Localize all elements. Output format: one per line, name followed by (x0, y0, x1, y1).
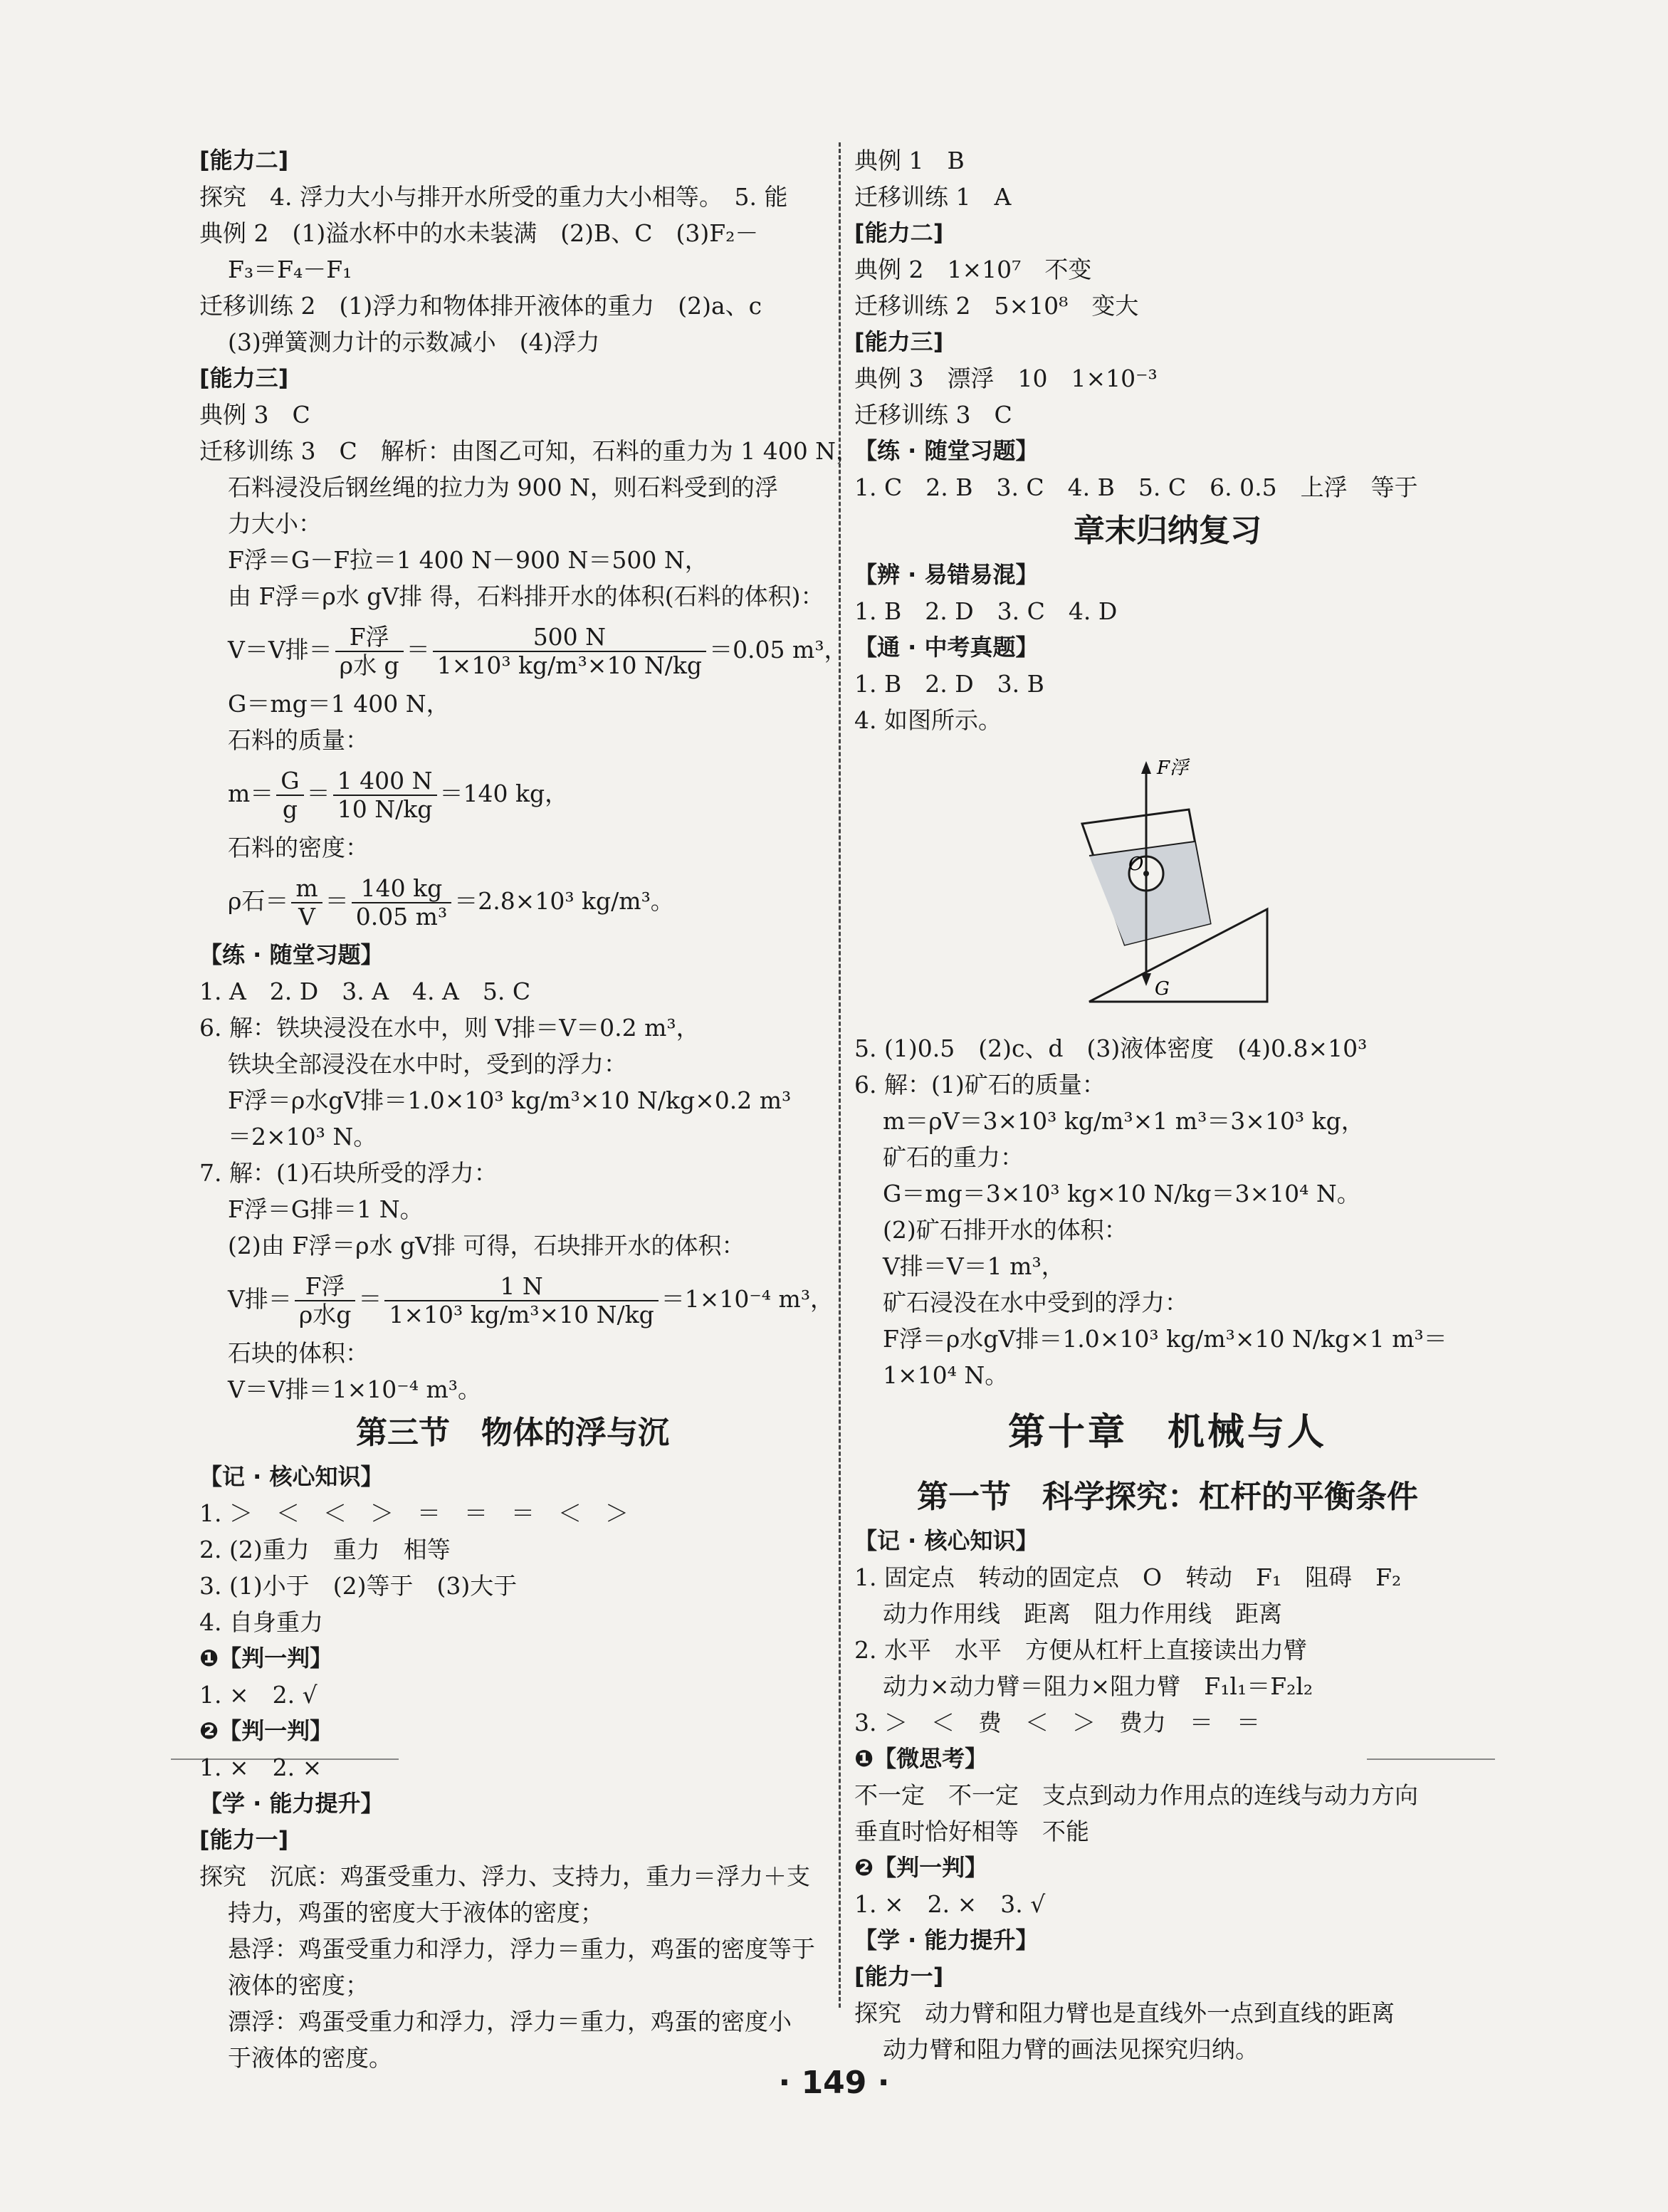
text-line: 铁块全部浸没在水中时，受到的浮力： (228, 1050, 627, 1078)
section-label: [能力三] (854, 328, 944, 355)
formula-line: 1×10⁴ N。 (883, 1361, 1009, 1389)
section-title: 第三节 物体的浮与沉 (356, 1415, 669, 1451)
text-line: 矿石浸没在水中受到的浮力： (883, 1289, 1188, 1316)
buoyancy-arrowhead (1141, 761, 1151, 774)
numerator: 1 N (384, 1273, 658, 1301)
mass-formula (199, 758, 826, 829)
fraction (335, 624, 404, 679)
section-heading: ❷【判一判】 (854, 1854, 988, 1881)
formula-part: ρ石＝ (228, 887, 289, 915)
left-column (199, 142, 860, 2076)
formula-line: F浮＝ρ水gV排＝1.0×10³ kg/m³×10 N/kg×1 m³＝ (883, 1325, 1447, 1353)
fraction (352, 875, 452, 931)
column-divider (839, 142, 841, 2008)
answer-line: 典例 2 1×10⁷ 不变 (854, 256, 1092, 283)
section-label: [能力二] (199, 147, 289, 174)
text-line: 探究 4. 浮力大小与排开水所受的重力大小相等。 5. 能 (199, 183, 788, 211)
text-line: (2)矿石排开水的体积： (883, 1216, 1128, 1244)
section-heading: 【辨 · 易错易混】 (854, 561, 1039, 588)
answer-line: 2. 水平 水平 方便从杠杆上直接读出力臂 (854, 1636, 1307, 1664)
text-line: 漂浮：鸡蛋受重力和浮力，浮力＝重力，鸡蛋的密度小 (228, 2008, 792, 2035)
text-line: (2)由 F浮＝ρ水 gV排 可得，石块排开水的体积： (228, 1232, 745, 1259)
buoyancy-label: F浮 (1157, 758, 1189, 779)
formula-line: ＝2×10³ N。 (228, 1123, 377, 1150)
text-line: 动力臂和阻力臂的画法见探究归纳。 (883, 2035, 1259, 2063)
text-line: 力大小： (228, 510, 322, 538)
section-heading: ❷【判一判】 (199, 1717, 333, 1744)
fraction (276, 767, 303, 823)
formula-part: ＝140 kg， (439, 780, 569, 807)
answer-line: 5. (1)0.5 (2)c、d (3)液体密度 (4)0.8×10³ (854, 1034, 1368, 1062)
diagram-svg (1068, 753, 1281, 1016)
volume-formula (199, 614, 848, 686)
answer-line: 4. 自身重力 (199, 1608, 323, 1636)
formula-part: ＝ (358, 1285, 382, 1313)
formula-line: V排＝V＝1 m³， (883, 1252, 1065, 1280)
text-line: 于液体的密度。 (228, 2044, 392, 2072)
gravity-label: G (1155, 978, 1170, 1000)
text-line: 典例 3 C (199, 401, 310, 429)
section-heading: 【学 · 能力提升】 (854, 1927, 1039, 1954)
text-line: 由 F浮＝ρ水 gV排 得，石料排开水的体积(石料的体积)： (228, 582, 824, 610)
text-line: 矿石的重力： (883, 1143, 1024, 1171)
section-heading: 【练 · 随堂习题】 (199, 941, 384, 968)
formula-line: V＝V排＝1×10⁻⁴ m³。 (228, 1375, 481, 1403)
section-heading: ❶【微思考】 (854, 1745, 988, 1772)
right-column (854, 142, 1481, 2067)
formula-line: G＝mg＝1 400 N， (228, 690, 450, 718)
formula-part: V＝V排＝ (228, 636, 332, 664)
numerator: 500 N (433, 624, 706, 652)
text-line: 垂直时恰好相等 不能 (854, 1818, 1089, 1845)
fraction (291, 875, 322, 931)
text-line: 石料浸没后钢丝绳的拉力为 900 N，则石料受到的浮 (228, 473, 778, 501)
answer-line: 典例 3 漂浮 10 1×10⁻³ (854, 365, 1158, 392)
section-label: [能力二] (854, 219, 944, 246)
answer-line: 迁移训练 3 C (854, 401, 1012, 429)
formula-part: ＝ (325, 887, 349, 915)
text-line: F₃＝F₄－F₁ (228, 256, 352, 283)
section-label: [能力一] (199, 1826, 289, 1853)
answer-line: 2. (2)重力 重力 相等 (199, 1536, 451, 1563)
text-line: 不一定 不一定 支点到动力作用点的连线与动力方向 (854, 1781, 1418, 1809)
denominator: V (298, 903, 315, 931)
center-label: O (1128, 854, 1144, 875)
formula-part: V排＝ (228, 1285, 292, 1313)
answer-line: 1. × 2. √ (199, 1681, 318, 1709)
formula-line: m＝ρV＝3×10³ kg/m³×1 m³＝3×10³ kg， (883, 1107, 1365, 1135)
answer-line: 4. 如图所示。 (854, 706, 1002, 734)
denominator: ρ水g (298, 1301, 352, 1328)
text-line: 6. 解：铁块浸没在水中，则 V排＝V＝0.2 m³， (199, 1014, 700, 1042)
answer-line: 3. (1)小于 (2)等于 (3)大于 (199, 1572, 518, 1600)
answer-line: 1. × 2. × 3. √ (854, 1890, 1046, 1918)
section-heading: 【练 · 随堂习题】 (854, 437, 1039, 464)
text-line: 石料的密度： (228, 834, 369, 861)
text-line: 石块的体积： (228, 1339, 369, 1367)
section-label: [能力一] (854, 1963, 944, 1990)
answer-line: 3. ＞ ＜ 费 ＜ ＞ 费力 ＝ ＝ (854, 1709, 1260, 1736)
numerator: F浮 (335, 624, 404, 652)
text-line: 持力，鸡蛋的密度大于液体的密度； (228, 1899, 604, 1927)
fraction (333, 767, 437, 823)
fraction (384, 1273, 658, 1328)
fraction (295, 1273, 356, 1328)
answer-line: 1. B 2. D 3. C 4. D (854, 597, 1118, 625)
numerator: 140 kg (352, 875, 452, 903)
numerator: 1 400 N (333, 767, 437, 796)
section-heading: 【记 · 核心知识】 (199, 1463, 384, 1490)
gravity-arrowhead (1141, 973, 1151, 986)
answer-line: 典例 1 B (854, 147, 965, 174)
numerator: G (276, 767, 303, 796)
displaced-volume-formula (199, 1264, 834, 1335)
denominator: 0.05 m³ (355, 903, 448, 931)
denominator: ρ水 g (339, 651, 399, 679)
denominator: g (282, 795, 298, 823)
numerator: m (291, 875, 322, 903)
answer-line: 动力作用线 距离 阻力作用线 距离 (883, 1600, 1282, 1627)
fraction (433, 624, 706, 679)
denominator: 10 N/kg (337, 795, 433, 823)
answer-line: 1. × 2. × (199, 1754, 322, 1781)
formula-line: F浮＝G－F拉＝1 400 N－900 N＝500 N， (228, 546, 708, 574)
formula-part: ＝ (406, 636, 430, 664)
answer-line: 1. B 2. D 3. B (854, 670, 1044, 698)
text-line: 探究 动力臂和阻力臂也是直线外一点到直线的距离 (854, 1999, 1395, 2027)
answer-line: 迁移训练 1 A (854, 183, 1012, 211)
text-line: 石料的质量： (228, 726, 369, 754)
formula-part: m＝ (228, 780, 274, 807)
denominator: 1×10³ kg/m³×10 N/kg (389, 1301, 654, 1328)
text-line: 6. 解：(1)矿石的质量： (854, 1071, 1106, 1099)
formula-line: F浮＝G排＝1 N。 (228, 1195, 424, 1223)
section-heading: 【学 · 能力提升】 (199, 1790, 384, 1817)
density-formula (199, 866, 826, 937)
answer-line: 1. A 2. D 3. A 4. A 5. C (199, 977, 531, 1005)
formula-part: ＝ (306, 780, 330, 807)
text-line: 7. 解：(1)石块所受的浮力： (199, 1159, 498, 1187)
section-label: [能力三] (199, 365, 289, 392)
text-line: 迁移训练 2 (1)浮力和物体排开液体的重力 (2)a、c (199, 292, 762, 320)
section-title: 章末归纳复习 (1074, 513, 1262, 549)
section-heading: 【通 · 中考真题】 (854, 634, 1039, 661)
formula-line: G＝mg＝3×10³ kg×10 N/kg＝3×10⁴ N。 (883, 1180, 1360, 1207)
text-line: 悬浮：鸡蛋受重力和浮力，浮力＝重力，鸡蛋的密度等于 (228, 1935, 815, 1963)
answer-line: 1. ＞ ＜ ＜ ＞ ＝ ＝ ＝ ＜ ＞ (199, 1499, 629, 1527)
formula-line: F浮＝ρ水gV排＝1.0×10³ kg/m³×10 N/kg×0.2 m³ (228, 1086, 792, 1114)
text-line: 迁移训练 3 C 解析：由图乙可知，石料的重力为 1 400 N， (199, 437, 860, 465)
text-line: 典例 2 (1)溢水杯中的水未装满 (2)B、C (3)F₂－ (199, 219, 759, 247)
numerator: F浮 (295, 1273, 356, 1301)
answer-line: 1. 固定点 转动的固定点 O 转动 F₁ 阻碍 F₂ (854, 1563, 1402, 1591)
answer-line: 迁移训练 2 5×10⁸ 变大 (854, 292, 1139, 320)
denominator: 1×10³ kg/m³×10 N/kg (436, 651, 703, 679)
text-line: (3)弹簧测力计的示数减小 (4)浮力 (228, 328, 600, 356)
section-heading: 【记 · 核心知识】 (854, 1527, 1039, 1554)
chapter-title: 第十章 机械与人 (1007, 1411, 1327, 1454)
section-title: 第一节 科学探究：杠杆的平衡条件 (917, 1479, 1418, 1515)
section-heading: ❶【判一判】 (199, 1645, 333, 1672)
answer-line: 1. C 2. B 3. C 4. B 5. C 6. 0.5 上浮 等于 (854, 473, 1418, 501)
formula-part: ＝2.8×10³ kg/m³。 (454, 887, 674, 915)
text-line: 探究 沉底：鸡蛋受重力、浮力、支持力，重力＝浮力＋支 (199, 1862, 810, 1890)
answer-line: 动力×动力臂＝阻力×阻力臂 F₁l₁＝F₂l₂ (883, 1672, 1313, 1700)
buoyancy-diagram (854, 753, 1481, 1023)
formula-part: ＝0.05 m³， (709, 636, 848, 664)
text-line: 液体的密度； (228, 1971, 369, 1999)
page-number: · 149 · (778, 2065, 890, 2101)
formula-part: ＝1×10⁻⁴ m³， (661, 1285, 834, 1313)
